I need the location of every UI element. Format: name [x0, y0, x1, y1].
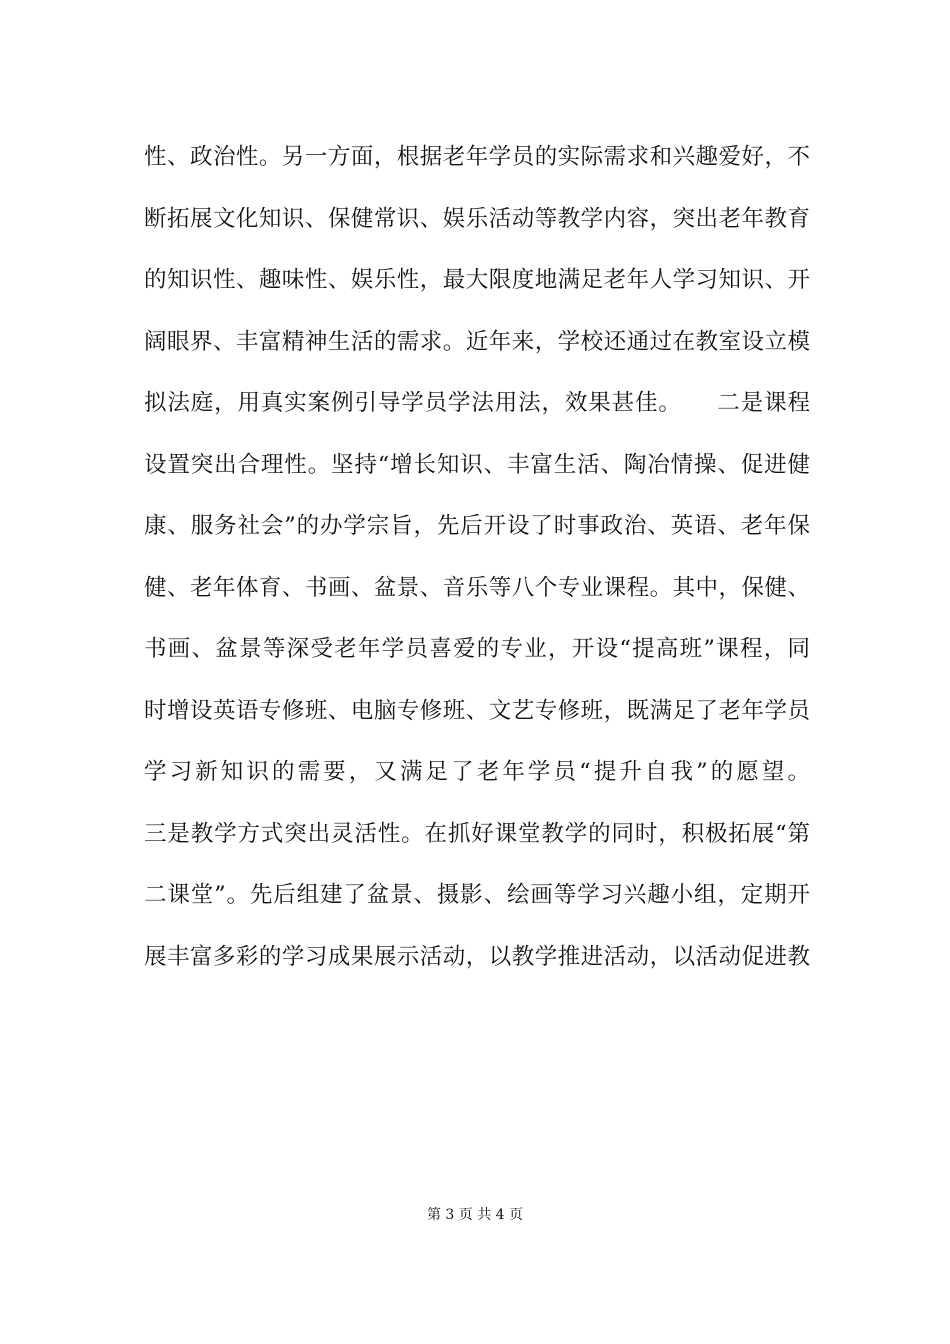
- text-line-12: 三是教学方式突出灵活性。在抓好课堂教学的同时，积极拓展“第: [144, 820, 810, 847]
- text-line-9: 书画、盆景等深受老年学员喜爱的专业，开设“提高班”课程，同: [144, 636, 810, 662]
- text-line-2: 断拓展文化知识、保健常识、娱乐活动等教学内容，突出老年教育: [144, 205, 810, 232]
- text-line-6: 设置突出合理性。坚持“增长知识、丰富生活、陶冶情操、促进健: [144, 451, 810, 478]
- text-line-14: 展丰富多彩的学习成果展示活动，以教学推进活动，以活动促进教: [144, 943, 810, 970]
- text-line-8: 健、老年体育、书画、盆景、音乐等八个专业课程。其中，保健、: [144, 574, 810, 601]
- text-line-5: 拟法庭，用真实案例引导学员学法用法，效果甚佳。 二是课程: [144, 390, 810, 416]
- body-text: [144, 127, 810, 988]
- page-number-label: 第 3 页 共 4 页: [426, 1207, 524, 1223]
- page-footer: [0, 1204, 950, 1224]
- text-line-11: 学习新知识的需要，又满足了老年学员“提升自我”的愿望。: [144, 759, 810, 785]
- text-line-4: 阔眼界、丰富精神生活的需求。近年来，学校还通过在教室设立模: [144, 328, 810, 355]
- text-line-13: 二课堂”。先后组建了盆景、摄影、绘画等学习兴趣小组，定期开: [144, 882, 810, 908]
- text-line-7: 康、服务社会”的办学宗旨，先后开设了时事政治、英语、老年保: [144, 513, 810, 539]
- text-line-3: 的知识性、趣味性、娱乐性，最大限度地满足老年人学习知识、开: [144, 267, 810, 293]
- text-line-10: 时增设英语专修班、电脑专修班、文艺专修班，既满足了老年学员: [144, 697, 810, 724]
- text-line-1: 性、政治性。另一方面，根据老年学员的实际需求和兴趣爱好，不: [144, 144, 810, 170]
